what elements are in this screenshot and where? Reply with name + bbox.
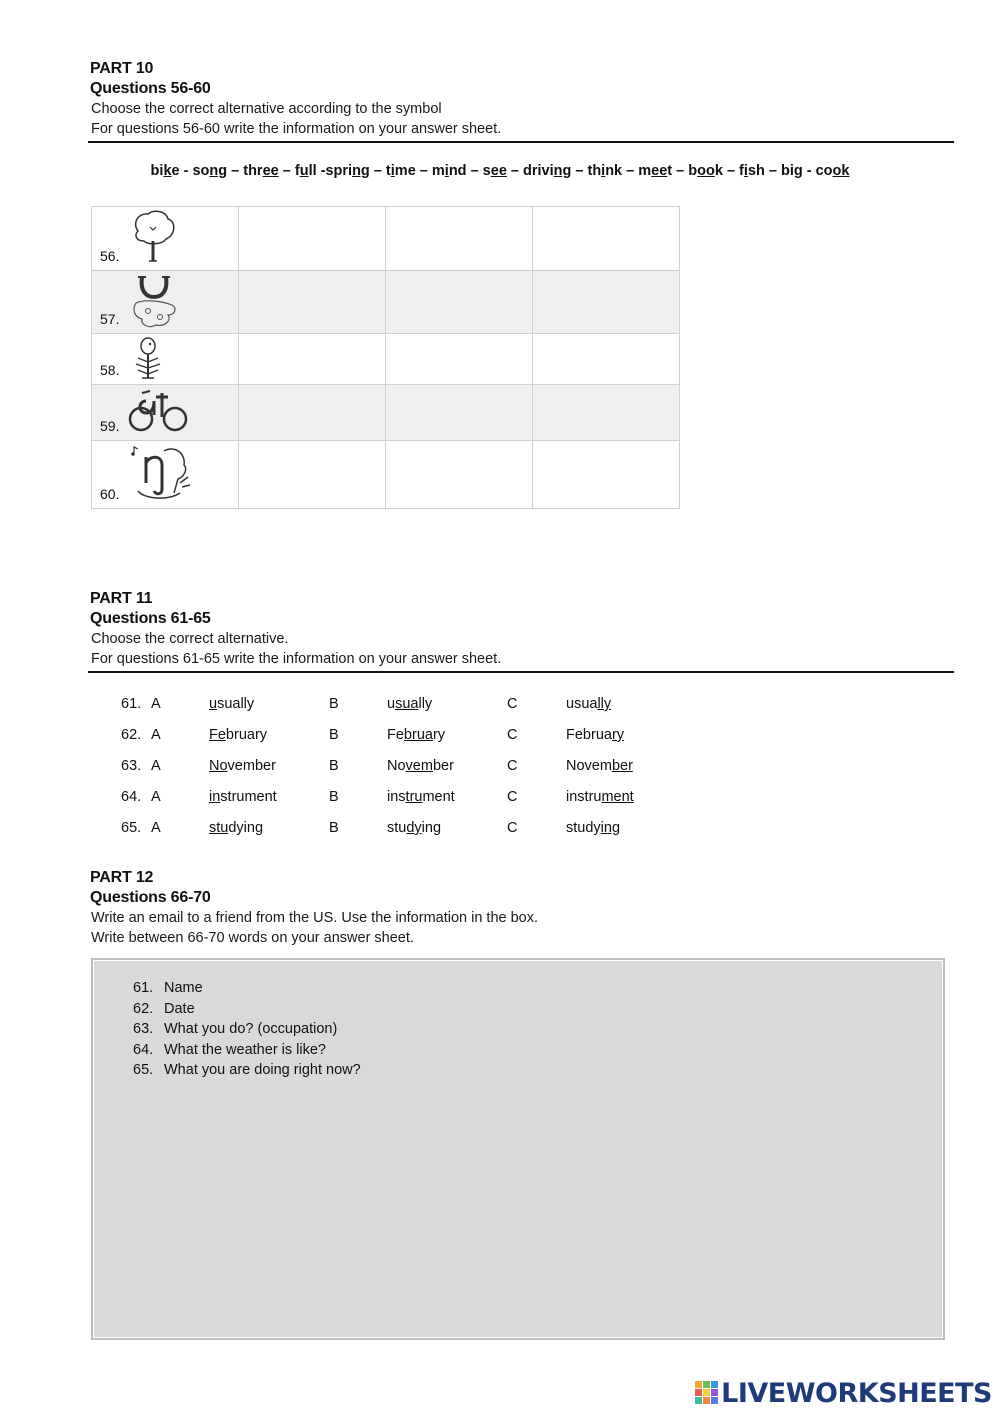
word-item: spring xyxy=(325,163,370,179)
word-separator: – xyxy=(415,163,432,179)
answer-cell[interactable] xyxy=(386,207,533,271)
option-label-a: A xyxy=(151,727,161,743)
logo-blocks-icon xyxy=(695,1381,719,1405)
horseshoe-symbol-icon xyxy=(128,273,182,331)
list-item xyxy=(133,1021,361,1042)
option-b[interactable]: instrument xyxy=(387,789,455,805)
fish-symbol-icon xyxy=(128,336,168,382)
part10-title: PART 10 xyxy=(90,60,154,77)
list-text: What you do? (occupation) xyxy=(164,1021,338,1037)
word-separator: - xyxy=(802,163,816,179)
question-number: 57. xyxy=(100,311,120,327)
symbol-cell xyxy=(92,441,239,509)
word-separator: - xyxy=(179,163,193,179)
option-label-a: A xyxy=(151,758,161,774)
list-item xyxy=(133,1042,361,1063)
word-item: cook xyxy=(815,163,850,179)
word-item: full xyxy=(294,163,317,179)
logo-text: LIVEWORKSHEETS xyxy=(721,1377,992,1409)
option-c[interactable]: usually xyxy=(566,696,612,712)
word-item: mind xyxy=(431,163,467,179)
option-label-b: B xyxy=(329,789,339,805)
option-label-b: B xyxy=(329,820,339,836)
option-label-a: A xyxy=(151,696,161,712)
word-separator: – xyxy=(278,163,295,179)
part12-instruction-1: Write an email to a friend from the US. Use the information in the box. xyxy=(91,910,539,926)
list-text: Name xyxy=(164,980,203,996)
question-number: 60. xyxy=(100,486,120,502)
answer-cell[interactable] xyxy=(533,207,680,271)
option-b[interactable]: studying xyxy=(387,820,442,836)
symbol-cell xyxy=(92,207,239,271)
answer-cell[interactable] xyxy=(239,334,386,385)
answer-cell[interactable] xyxy=(533,441,680,509)
list-item xyxy=(133,1001,361,1022)
word-item: book xyxy=(688,163,723,179)
email-info-box xyxy=(91,958,945,1340)
option-label-c: C xyxy=(507,789,518,805)
option-label-b: B xyxy=(329,696,339,712)
part10-questions: Questions 56-60 xyxy=(90,80,211,97)
word-item: bike xyxy=(150,163,180,179)
answer-cell[interactable] xyxy=(386,334,533,385)
list-text: What the weather is like? xyxy=(164,1041,326,1058)
option-label-c: C xyxy=(507,696,518,712)
symbol-cell xyxy=(92,334,239,385)
list-number: 62. xyxy=(133,1000,154,1017)
option-label-a: A xyxy=(151,789,161,805)
list-item xyxy=(133,1062,361,1083)
word-item: see xyxy=(482,163,507,179)
option-number: 62. xyxy=(121,727,142,743)
word-separator: – xyxy=(506,163,524,179)
part10-instruction-1: Choose the correct alternative according to the symbol xyxy=(91,101,442,117)
part11-divider xyxy=(88,671,954,673)
word-item: meet xyxy=(638,163,673,179)
answer-cell[interactable] xyxy=(239,441,386,509)
option-number: 65. xyxy=(121,820,142,836)
word-separator: – xyxy=(227,163,244,179)
liveworksheets-logo xyxy=(695,1378,992,1408)
list-text: What you are doing right now? xyxy=(164,1062,361,1078)
option-label-b: B xyxy=(329,727,339,743)
option-number: 64. xyxy=(121,789,142,805)
answer-cell[interactable] xyxy=(239,385,386,441)
option-c[interactable]: November xyxy=(566,758,633,774)
part11-instruction-2: For questions 61-65 write the information on your answer sheet. xyxy=(91,651,502,667)
part12-questions: Questions 66-70 xyxy=(90,889,211,906)
option-a[interactable]: February xyxy=(209,727,268,743)
list-number: 61. xyxy=(133,980,154,996)
singing-symbol-icon xyxy=(128,443,192,503)
email-info-list xyxy=(133,980,361,1083)
answer-cell[interactable] xyxy=(533,334,680,385)
part12-title: PART 12 xyxy=(90,869,154,886)
word-item: think xyxy=(587,163,623,179)
symbol-table xyxy=(91,206,680,509)
word-separator: - xyxy=(316,163,326,179)
option-label-b: B xyxy=(329,758,339,774)
option-label-c: C xyxy=(507,727,518,743)
table-row xyxy=(92,334,680,385)
word-separator: – xyxy=(672,163,689,179)
option-b[interactable]: usually xyxy=(387,696,433,712)
part10-divider xyxy=(88,141,954,143)
tree-symbol-icon xyxy=(128,209,178,265)
part10-instruction-2: For questions 56-60 write the information on your answer sheet. xyxy=(91,121,502,137)
list-item xyxy=(133,980,361,1001)
answer-cell[interactable] xyxy=(386,441,533,509)
part11-questions: Questions 61-65 xyxy=(90,610,211,627)
option-label-c: C xyxy=(507,820,518,836)
option-c[interactable]: instrument xyxy=(566,789,634,805)
word-separator: – xyxy=(571,163,588,179)
option-c[interactable]: February xyxy=(566,727,625,743)
answer-cell[interactable] xyxy=(239,207,386,271)
word-item: three xyxy=(243,163,279,179)
list-number: 65. xyxy=(133,1062,154,1078)
word-separator: – xyxy=(622,163,639,179)
question-number: 58. xyxy=(100,362,120,378)
option-number: 63. xyxy=(121,758,142,774)
table-row xyxy=(92,271,680,334)
option-a[interactable]: instrument xyxy=(209,789,277,805)
part12-instruction-2: Write between 66-70 words on your answer sheet. xyxy=(91,930,414,946)
word-item: time xyxy=(385,163,416,179)
answer-cell[interactable] xyxy=(386,385,533,441)
part11-title: PART 11 xyxy=(90,590,153,607)
option-label-c: C xyxy=(507,758,518,774)
part11-instruction-1: Choose the correct alternative. xyxy=(91,631,289,647)
word-separator: – xyxy=(764,163,781,179)
question-number: 56. xyxy=(100,248,120,264)
word-item: fish xyxy=(739,163,765,179)
table-row xyxy=(92,207,680,271)
option-b[interactable]: November xyxy=(387,758,454,774)
option-c[interactable]: studying xyxy=(566,820,621,836)
word-item: driving xyxy=(523,163,572,179)
option-a[interactable]: usually xyxy=(209,696,255,712)
option-label-a: A xyxy=(151,820,161,836)
word-item: song xyxy=(192,163,228,179)
question-number: 59. xyxy=(100,418,120,434)
list-number: 63. xyxy=(133,1021,154,1037)
symbol-cell xyxy=(92,385,239,441)
word-separator: – xyxy=(369,163,386,179)
list-text: Date xyxy=(164,1000,195,1017)
word-item: big xyxy=(780,163,803,179)
table-row xyxy=(92,385,680,441)
option-b[interactable]: February xyxy=(387,727,446,743)
answer-cell[interactable] xyxy=(533,385,680,441)
answer-cell[interactable] xyxy=(533,271,680,334)
option-a[interactable]: studying xyxy=(209,820,264,836)
list-number: 64. xyxy=(133,1041,154,1058)
table-row xyxy=(92,441,680,509)
option-a[interactable]: November xyxy=(209,758,276,774)
symbol-cell xyxy=(92,271,239,334)
option-number: 61. xyxy=(121,696,142,712)
word-separator: – xyxy=(722,163,740,179)
bicycle-symbol-icon xyxy=(128,387,188,435)
word-separator: – xyxy=(466,163,483,179)
word-list xyxy=(0,163,1000,179)
answer-cell[interactable] xyxy=(386,271,533,334)
answer-cell[interactable] xyxy=(239,271,386,334)
